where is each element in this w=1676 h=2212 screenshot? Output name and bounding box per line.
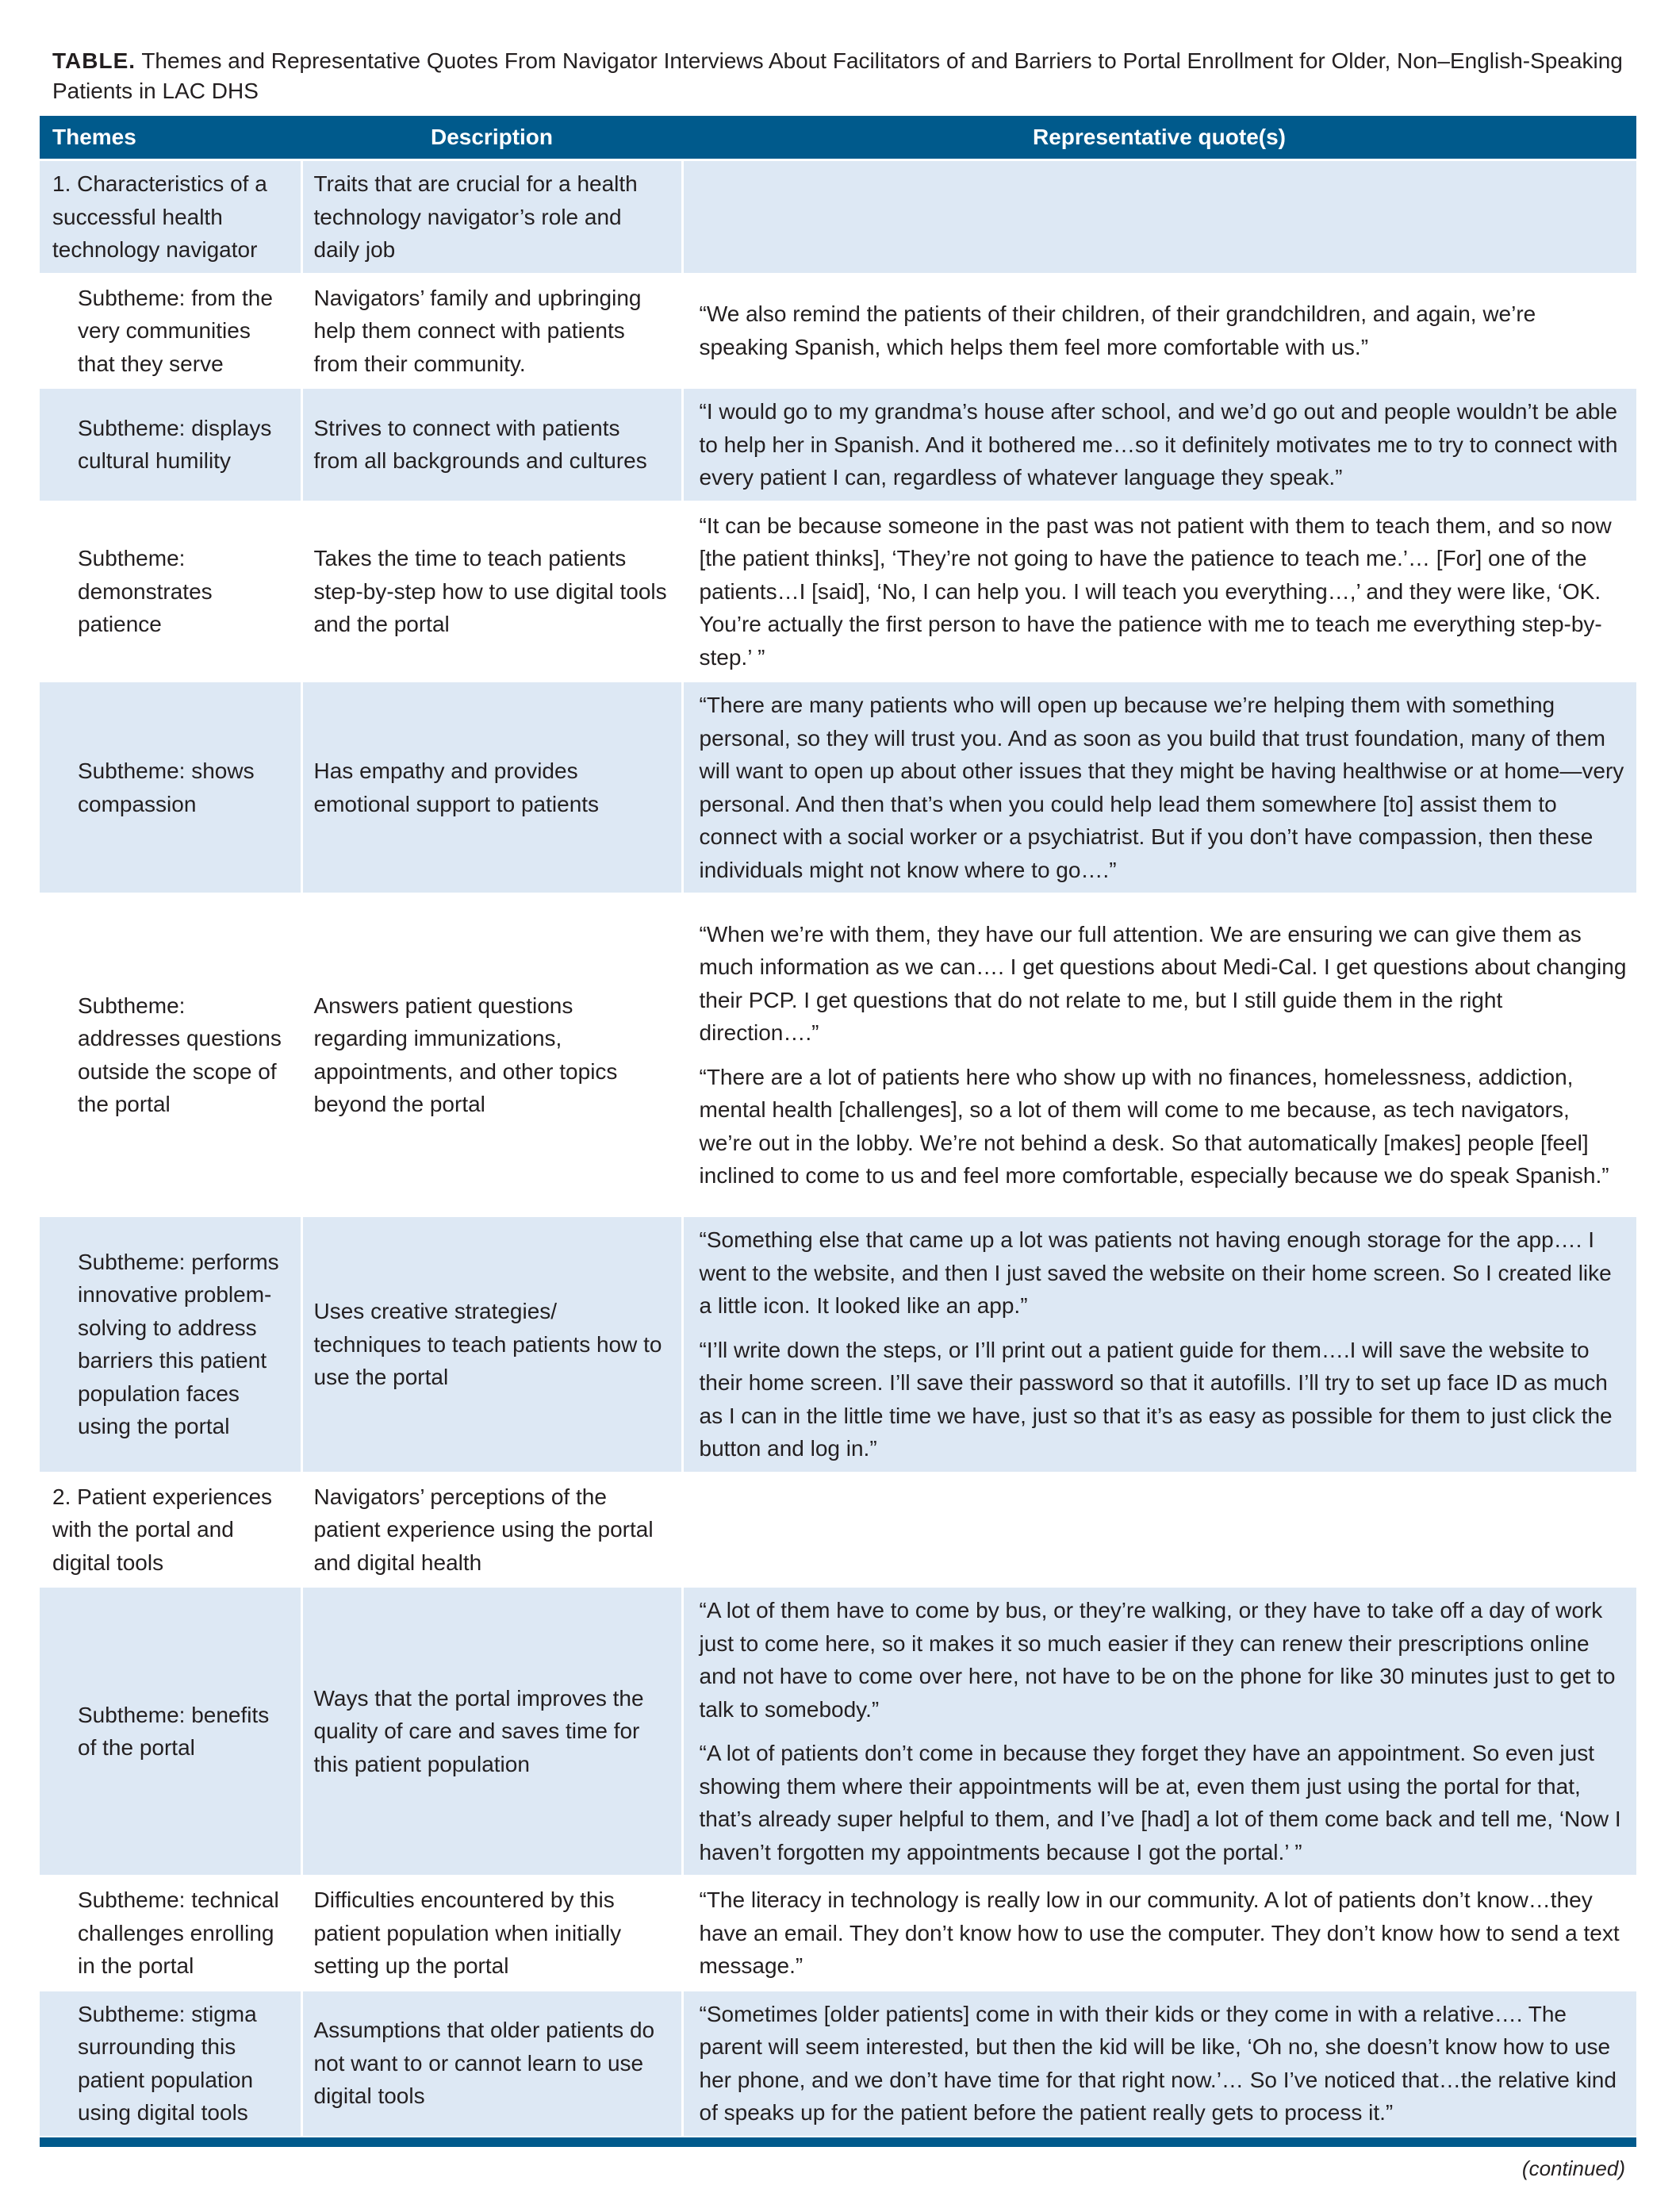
quote-text: “There are a lot of patients here who show up with no finances, homelessness, addiction, mental health [challenges], so a lot of them will come to me because, as tech navigators, we’re out in the lobby. We’re not behind a desk. So that automatically [makes] people [feel] inclined to come to us and feel more comfortable, especially because we do speak Spanish.” <box>699 1064 1609 1188</box>
quote-cell <box>682 1473 1636 1587</box>
quote-text: “I’ll write down the steps, or I’ll print out a patient guide for them….I will save the website to their home screen. I’ll save their password so that it autofills. I’ll try to set up face ID as much as I can in the little time we have, just so that it’s as easy as possible for them to just click the button and log in.” <box>699 1337 1613 1461</box>
quote-text: “Something else that came up a lot was patients not having enough storage for the app…. I went to the website, and then I just saved the website on their home screen. So I created like a little icon. It looked like an app.” <box>699 1227 1612 1318</box>
quote-text: “We also remind the patients of their children, of their grandchildren, and again, we’re speaking Spanish, which helps them feel more comfortable with us.” <box>699 301 1536 359</box>
theme-cell: 2. Patient experiences with the portal and digital tools <box>40 1473 301 1587</box>
description-cell: Difficulties encountered by this patient population when initially setting up the portal <box>301 1876 682 1991</box>
quote-cell <box>682 1587 1636 1876</box>
quote-text: “When we’re with them, they have our full attention. We are ensuring we can give them as much information as we can…. I get questions about Medi-Cal. I get questions about changing their PCP. I get questions that do not relate to me, but I still guide them in the right direction….” <box>699 921 1627 1045</box>
table-label: TABLE. <box>52 48 136 73</box>
quote-text: “It can be because someone in the past was not patient with them to teach them, and so now [the patient thinks], ‘They’re not going to have the patience to teach me.’… [For] one of the patients…I [said], ‘No, I can help you. I will teach you everything…,’ and they were like, ‘OK. You’re actually the first person to have the patience with me to teach me everything step-by-step.’ ” <box>699 513 1612 670</box>
description-cell: Ways that the portal improves the quality of care and saves time for this patient population <box>301 1587 682 1876</box>
quote-cell <box>682 501 1636 682</box>
table-row <box>40 388 1636 502</box>
quote-text: “The literacy in technology is really low in our community. A lot of patients don’t know…they have an email. They don’t know how to use the computer. They don’t know how to send a text message.” <box>699 1887 1620 1978</box>
quote-text: “Sometimes [older patients] come in with their kids or they come in with a relative…. The parent will seem interested, but then the kid will be like, ‘Oh no, she doesn’t know how to use her phone, and we don’t have time for that right now.’… So I’ve noticed that…the relative kind of speaks up for the patient before the patient really gets to process it.” <box>699 2001 1617 2125</box>
header-quotes: Representative quote(s) <box>682 116 1636 160</box>
table-header-row <box>40 116 1636 160</box>
table-row <box>40 274 1636 388</box>
table-row-theme-1 <box>40 160 1636 275</box>
theme-cell: Subtheme: benefits of the portal <box>40 1587 301 1876</box>
quote-text: “A lot of patients don’t come in because they forget they have an appointment. So even just showing them where their appointments will be at, even them just using the portal for that, that’s already super helpful to them, and I’ve [had] a lot of them come back and tell me, ‘Now I haven’t forgotten my appointments because I got the portal.’ ” <box>699 1741 1621 1864</box>
description-cell: Uses creative strategies/ techniques to teach patients how to use the portal <box>301 1216 682 1473</box>
table-row <box>40 1990 1636 2136</box>
quote-cell <box>682 388 1636 502</box>
continued-note: (continued) <box>1521 2156 1625 2180</box>
quote-cell <box>682 160 1636 275</box>
theme-cell: 1. Characteristics of a successful health technology navigator <box>40 160 301 275</box>
table-row-theme-2 <box>40 1473 1636 1587</box>
table-page <box>40 46 1636 2181</box>
header-description: Description <box>301 116 682 160</box>
table-row <box>40 1587 1636 1876</box>
table-row <box>40 1876 1636 1991</box>
theme-cell: Subtheme: demonstrates patience <box>40 501 301 682</box>
quote-cell <box>682 682 1636 894</box>
quote-cell <box>682 1990 1636 2136</box>
quote-cell <box>682 1216 1636 1473</box>
table-row <box>40 1216 1636 1473</box>
theme-cell: Subtheme: addresses questions outside the scope of the portal <box>40 894 301 1216</box>
description-cell: Traits that are crucial for a health technology navigator’s role and daily job <box>301 160 682 275</box>
table-bottom-rule <box>40 2137 1636 2147</box>
theme-cell: Subtheme: performs innovative problem-solving to address barriers this patient population faces using the portal <box>40 1216 301 1473</box>
table-row <box>40 501 1636 682</box>
theme-cell: Subtheme: from the very communities that they serve <box>40 274 301 388</box>
quote-cell <box>682 274 1636 388</box>
theme-cell: Subtheme: shows compassion <box>40 682 301 894</box>
description-cell: Navigators’ perceptions of the patient experience using the portal and digital health <box>301 1473 682 1587</box>
theme-cell: Subtheme: displays cultural humility <box>40 388 301 502</box>
quote-text: “I would go to my grandma’s house after school, and we’d go out and people wouldn’t be able to help her in Spanish. And it bothered me…so it definitely motivates me to try to connect with every patient I can, regardless of whatever language they speak.” <box>699 399 1618 490</box>
header-themes: Themes <box>40 116 301 160</box>
description-cell: Takes the time to teach patients step-by-step how to use digital tools and the portal <box>301 501 682 682</box>
description-cell: Assumptions that older patients do not want to or cannot learn to use digital tools <box>301 1990 682 2136</box>
description-cell: Navigators’ family and upbringing help them connect with patients from their community. <box>301 274 682 388</box>
table-caption-text: Themes and Representative Quotes From Navigator Interviews About Facilitators of and Barriers to Portal Enrollment for Older, Non–English-Speaking Patients in LAC DHS <box>52 48 1623 103</box>
quote-text: “There are many patients who will open up because we’re helping them with something personal, so they will trust you. And as soon as you build that trust foundation, many of them will want to open up about other issues that they might be having healthwise or at home—very personal. And then that’s when you could help lead them somewhere [to] assist them to connect with a social worker or a psychiatrist. But if you don’t have compassion, then these individuals might not know where to go….” <box>699 693 1624 882</box>
description-cell: Has empathy and provides emotional support to patients <box>301 682 682 894</box>
table-row <box>40 682 1636 894</box>
theme-cell: Subtheme: stigma surrounding this patient population using digital tools <box>40 1990 301 2136</box>
theme-cell: Subtheme: technical challenges enrolling in the portal <box>40 1876 301 1991</box>
quote-cell <box>682 1876 1636 1991</box>
themes-table <box>40 116 1636 2136</box>
description-cell: Answers patient questions regarding immunizations, appointments, and other topics beyond the portal <box>301 894 682 1216</box>
quote-cell <box>682 894 1636 1216</box>
description-cell: Strives to connect with patients from all backgrounds and cultures <box>301 388 682 502</box>
quote-text: “A lot of them have to come by bus, or they’re walking, or they have to take off a day of work just to come here, so it makes it so much easier if they can renew their prescriptions online and not have to come over here, not have to be on the phone for like 30 minutes just to get to talk to somebody.” <box>699 1598 1616 1722</box>
table-row <box>40 894 1636 1216</box>
table-caption <box>40 46 1636 106</box>
